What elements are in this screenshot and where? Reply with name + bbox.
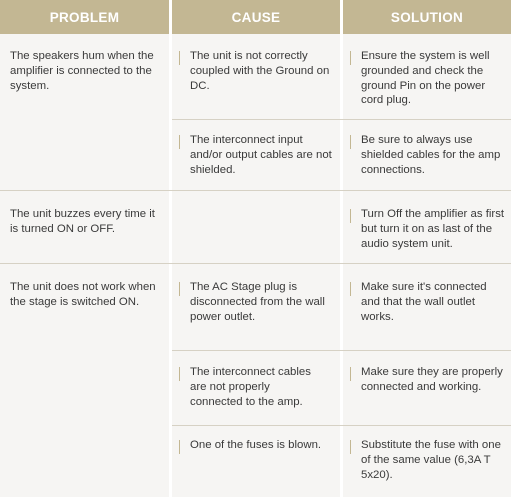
cause-cell: One of the fuses is blown. [190, 439, 322, 451]
header-cause: CAUSE [172, 0, 340, 34]
row-divider [0, 263, 511, 264]
cause-marker [179, 135, 180, 149]
cause-cell: The AC Stage plug is disconnected from the wall power outlet. [190, 281, 325, 323]
solution-marker [350, 282, 351, 296]
solution-cell: Ensure the system is well grounded and check the ground Pin on the power cord plug. [361, 50, 490, 107]
cause-cell: The interconnect cables are not properly connected to the amp. [190, 366, 311, 408]
problem-column-bg [0, 34, 169, 497]
problem-cell: The speakers hum when the amplifier is connected to the system. [10, 50, 154, 92]
cause-marker [179, 440, 180, 454]
header-problem: PROBLEM [0, 0, 169, 34]
solution-cell: Be sure to always use shielded cables for the amp connections. [361, 134, 501, 176]
problem-cell: The unit buzzes every time it is turned ON or OFF. [10, 208, 155, 235]
solution-marker [350, 367, 351, 381]
problem-cell: The unit does not work when the stage is switched ON. [10, 281, 156, 308]
cause-cell: The interconnect input and/or output cables are not shielded. [190, 134, 332, 176]
cause-cell: The unit is not correctly coupled with the Ground on DC. [190, 50, 330, 92]
subrow-divider [172, 425, 511, 426]
cause-marker [179, 282, 180, 296]
cause-marker [179, 367, 180, 381]
solution-marker [350, 209, 351, 223]
cause-column-bg [172, 34, 340, 497]
solution-cell: Make sure they are properly connected and working. [361, 366, 503, 393]
solution-marker [350, 135, 351, 149]
row-divider [0, 190, 511, 191]
solution-marker [350, 51, 351, 65]
solution-cell: Make sure it's connected and that the wall outlet works. [361, 281, 487, 323]
solution-cell: Turn Off the amplifier as first but turn it on as last of the audio system unit. [361, 208, 505, 250]
subrow-divider [172, 350, 511, 351]
solution-cell: Substitute the fuse with one of the same value (6,3A T 5x20). [361, 439, 501, 481]
cause-marker [179, 51, 180, 65]
header-solution: SOLUTION [343, 0, 511, 34]
subrow-divider [172, 119, 511, 120]
solution-marker [350, 440, 351, 454]
